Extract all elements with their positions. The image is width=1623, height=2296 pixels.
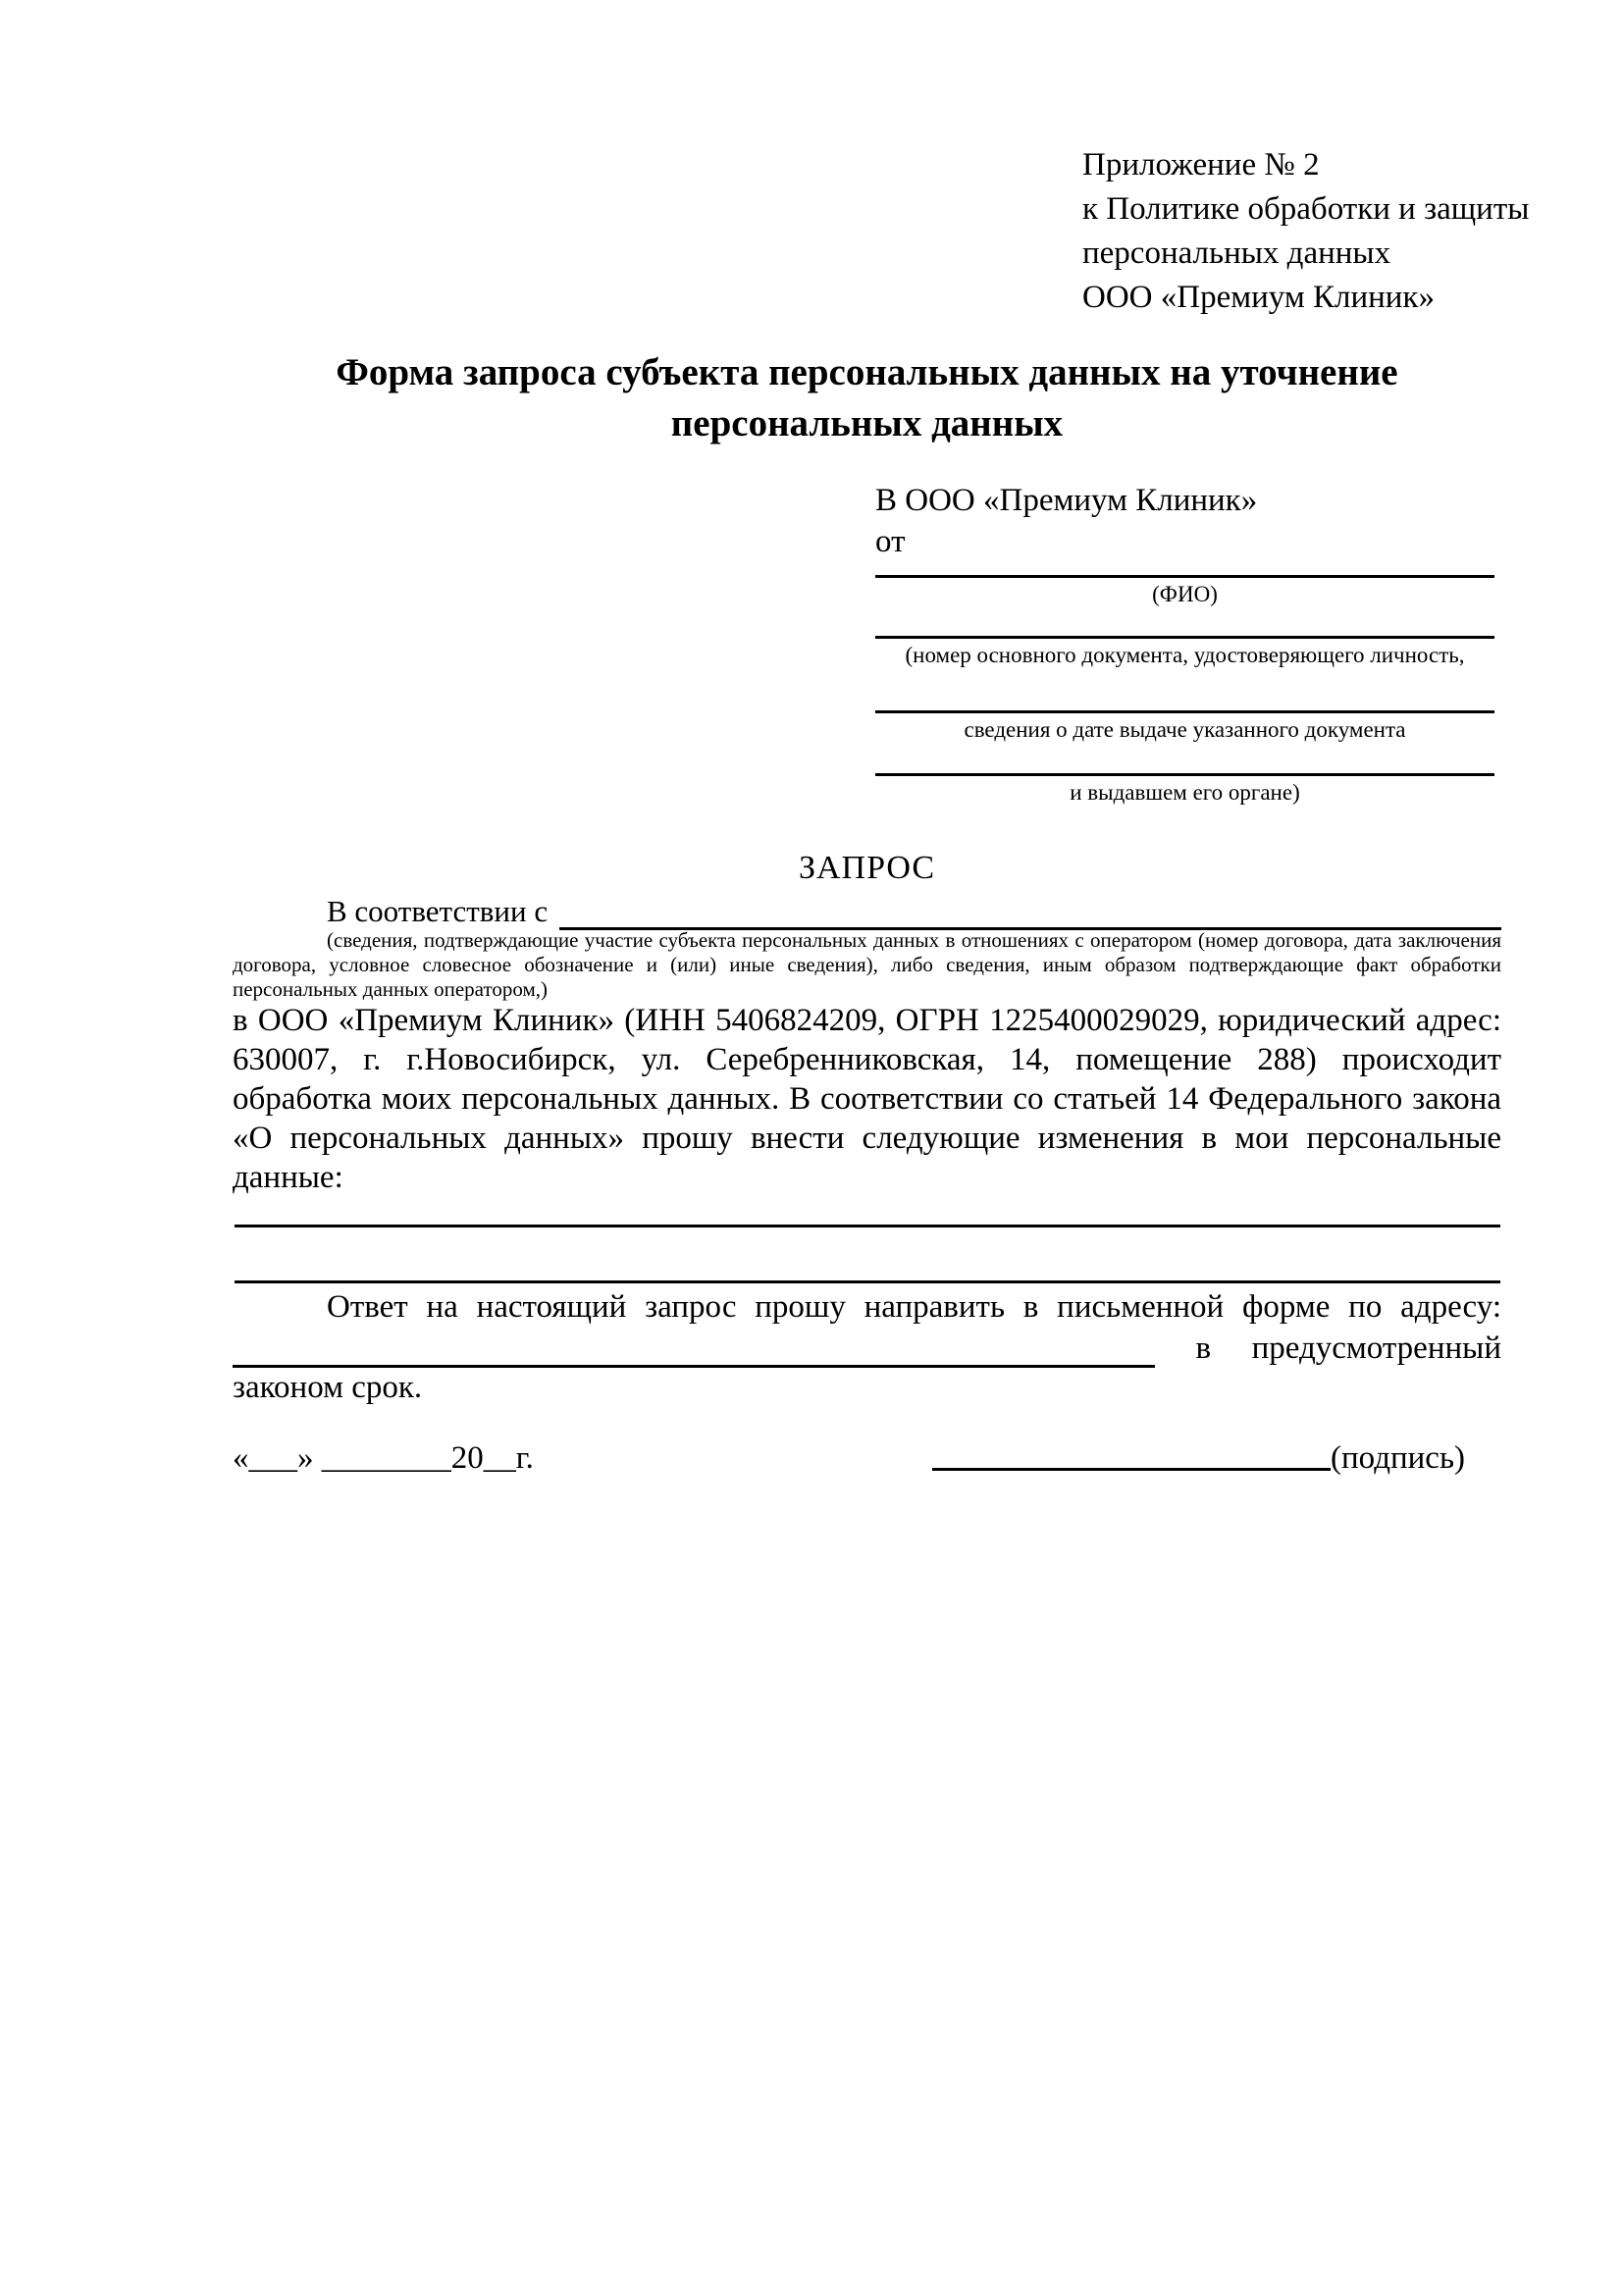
annex-line: Приложение № 2 bbox=[1082, 147, 1320, 183]
annex-note bbox=[1082, 143, 1553, 320]
issuing-authority-caption: и выдавшем его органе) bbox=[1070, 780, 1300, 805]
signature-caption: (подпись) bbox=[1331, 1440, 1465, 1476]
fio-fill-line bbox=[875, 549, 1494, 578]
issue-date-caption: сведения о дате выдаче указанного документа bbox=[964, 717, 1406, 742]
basis-fill-line bbox=[559, 894, 1501, 930]
reply-word-2: предусмотренный bbox=[1251, 1331, 1501, 1366]
issuing-authority-fill-line bbox=[875, 748, 1494, 776]
basis-row bbox=[327, 893, 1501, 930]
request-body-paragraph: в ООО «Премиум Клиник» (ИНН 5406824209, ОГРН 1225400029029, юридический адрес: 630007, г. г.Новосибирск, ул. Серебренниковская, 14, помещение 288) происходит обработка моих персональных данных. В соответствии со статьей 14 Федерального закона «О персональных данных» прошу внести следующие изменения в мои персональные данные: bbox=[233, 1003, 1501, 1195]
date-blank-field: «___» ________20__г. bbox=[233, 1440, 534, 1476]
changes-fill-line-1 bbox=[235, 1199, 1500, 1227]
reply-address-sentence: Ответ на настоящий запрос прошу направить в письменной форме по адресу: bbox=[327, 1289, 1501, 1325]
document-number-caption: (номер основного документа, удостоверяющего личность, bbox=[905, 643, 1465, 667]
form-title-text: Форма запроса субъекта персональных данных на уточнение персональных данных bbox=[336, 351, 1398, 444]
addressee-from-label: от bbox=[875, 524, 906, 559]
addressee-organization: В ООО «Премиум Клиник» bbox=[875, 483, 1258, 518]
reply-closing: законом срок. bbox=[233, 1370, 423, 1405]
annex-line: к Политике обработки и защиты bbox=[1082, 191, 1530, 227]
reply-word-1: в bbox=[1195, 1331, 1212, 1366]
document-number-fill-line bbox=[875, 610, 1494, 639]
form-title bbox=[233, 347, 1501, 449]
issue-date-fill-line bbox=[875, 685, 1494, 713]
reply-address-fill-line bbox=[233, 1330, 1155, 1368]
annex-line: ООО «Премиум Клиник» bbox=[1082, 280, 1435, 315]
changes-fill-line-2 bbox=[235, 1255, 1500, 1283]
signature-fill-line bbox=[932, 1440, 1331, 1471]
basis-intro-label: В соответствии с bbox=[327, 894, 549, 928]
reply-address-row bbox=[233, 1327, 1501, 1368]
basis-footnote: (сведения, подтверждающие участие субъекта персональных данных в отношениях с оператором (номер договора, дата заключения договора, условное словесное обозначение и (или) иные сведения), либо сведения, иным образом подтверждающие факт обработки персональных данных оператором,) bbox=[233, 928, 1501, 1001]
annex-line: персональных данных bbox=[1082, 235, 1391, 271]
fio-caption: (ФИО) bbox=[1152, 582, 1218, 606]
request-heading: ЗАПРОС bbox=[798, 850, 936, 886]
